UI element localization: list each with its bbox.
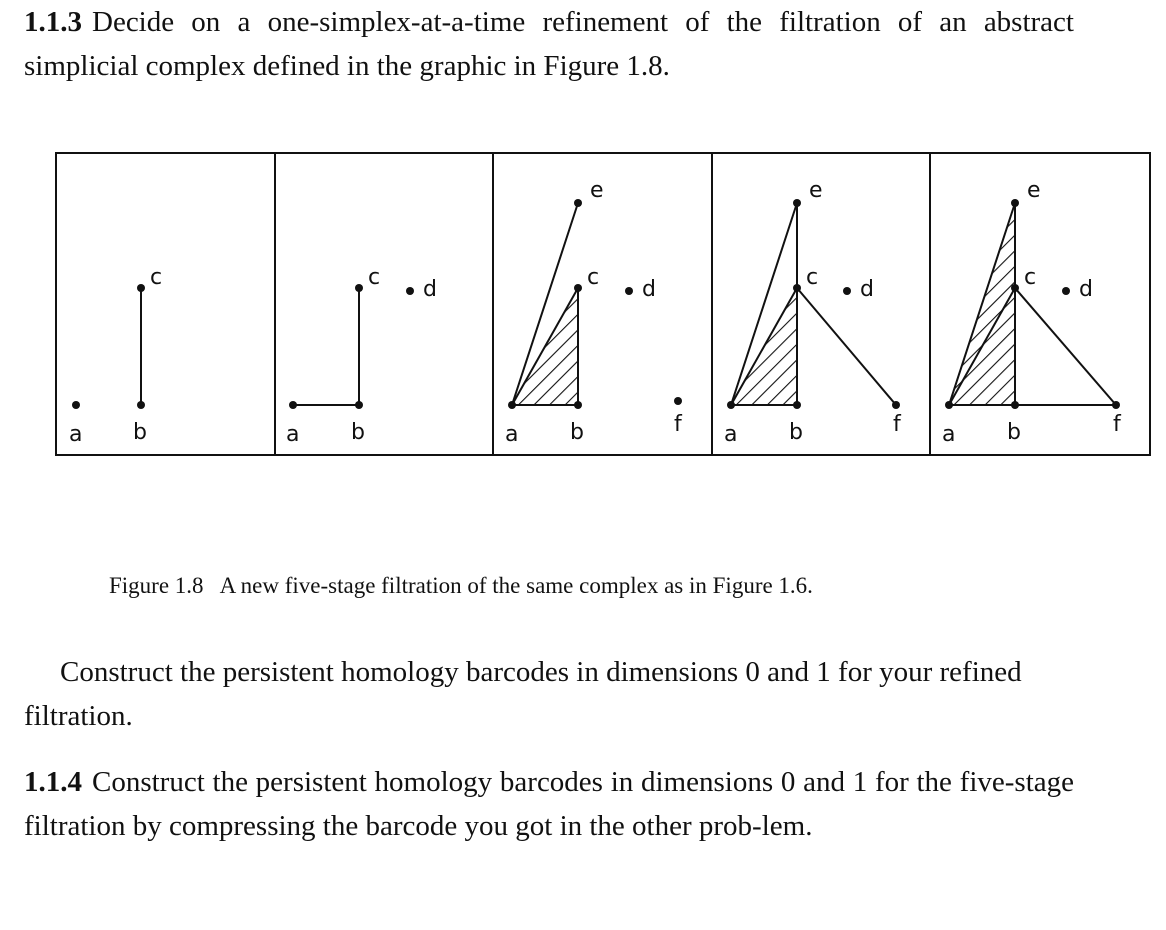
- vertex-f: [674, 397, 682, 405]
- vertex-a: [289, 401, 297, 409]
- vertex-b: [355, 401, 363, 409]
- vertex-d: [843, 287, 851, 295]
- vertex-c: [793, 284, 801, 292]
- label-a: a: [286, 422, 300, 447]
- label-b: b: [351, 420, 365, 445]
- vertex-d: [625, 287, 633, 295]
- label-a: a: [942, 422, 956, 447]
- vertex-a: [72, 401, 80, 409]
- vertex-b: [574, 401, 582, 409]
- label-c: c: [368, 265, 381, 290]
- label-b: b: [133, 420, 147, 445]
- exercise-number: 1.1.3: [24, 6, 82, 38]
- vertex-c: [574, 284, 582, 292]
- label-d: d: [1079, 277, 1093, 302]
- label-c: c: [806, 265, 819, 290]
- edge-cf: [1015, 288, 1116, 405]
- label-c: c: [150, 265, 163, 290]
- vertex-e: [793, 199, 801, 207]
- exercise-1-1-4: [24, 760, 1074, 848]
- label-f: f: [674, 412, 682, 437]
- caption-number: Figure 1.8: [109, 573, 204, 598]
- label-d: d: [860, 277, 874, 302]
- label-a: a: [69, 422, 83, 447]
- vertex-e: [1011, 199, 1019, 207]
- label-b: b: [1007, 420, 1021, 445]
- exercise-text: Construct the persistent homology barcodes in dimensions 0 and 1 for the five-stage filtration by compressing the barcode you got in the other prob-lem.: [24, 766, 1074, 842]
- vertex-e: [574, 199, 582, 207]
- stage-5-panel: [942, 178, 1122, 447]
- label-f: f: [1113, 412, 1121, 437]
- label-f: f: [893, 412, 901, 437]
- stage-2-panel: [286, 265, 437, 447]
- label-a: a: [724, 422, 738, 447]
- label-c: c: [587, 265, 600, 290]
- stage-3-panel: [505, 178, 683, 447]
- vertex-d: [406, 287, 414, 295]
- label-b: b: [789, 420, 803, 445]
- stage-4-panel: [724, 178, 902, 447]
- edge-cf: [797, 288, 896, 405]
- label-e: e: [1027, 178, 1041, 203]
- caption-text: A new five-stage filtration of the same complex as in Figure 1.6.: [219, 573, 813, 598]
- vertex-d: [1062, 287, 1070, 295]
- exercise-text: Decide on a one-simplex-at-a-time refinement of the filtration of an abstract simplicial complex defined in the graphic in Figure 1.8.: [24, 6, 1074, 82]
- filtration-figure: [55, 152, 1151, 457]
- stage-1-panel: [69, 265, 162, 447]
- vertex-a: [727, 401, 735, 409]
- vertex-b: [793, 401, 801, 409]
- vertex-f: [892, 401, 900, 409]
- exercise-1-1-3-continued: Construct the persistent homology barcodes in dimensions 0 and 1 for your refined filtration.: [24, 656, 1022, 732]
- figure-caption: [109, 568, 813, 604]
- label-e: e: [590, 178, 604, 203]
- vertex-a: [508, 401, 516, 409]
- label-b: b: [570, 420, 584, 445]
- label-c: c: [1024, 265, 1037, 290]
- vertex-a: [945, 401, 953, 409]
- vertex-c: [355, 284, 363, 292]
- label-d: d: [642, 277, 656, 302]
- vertex-f: [1112, 401, 1120, 409]
- exercise-1-1-3: [24, 0, 1074, 88]
- label-a: a: [505, 422, 519, 447]
- exercise-number: 1.1.4: [24, 766, 82, 798]
- vertex-b: [137, 401, 145, 409]
- vertex-b: [1011, 401, 1019, 409]
- label-e: e: [809, 178, 823, 203]
- vertex-c: [1011, 284, 1019, 292]
- vertex-c: [137, 284, 145, 292]
- label-d: d: [423, 277, 437, 302]
